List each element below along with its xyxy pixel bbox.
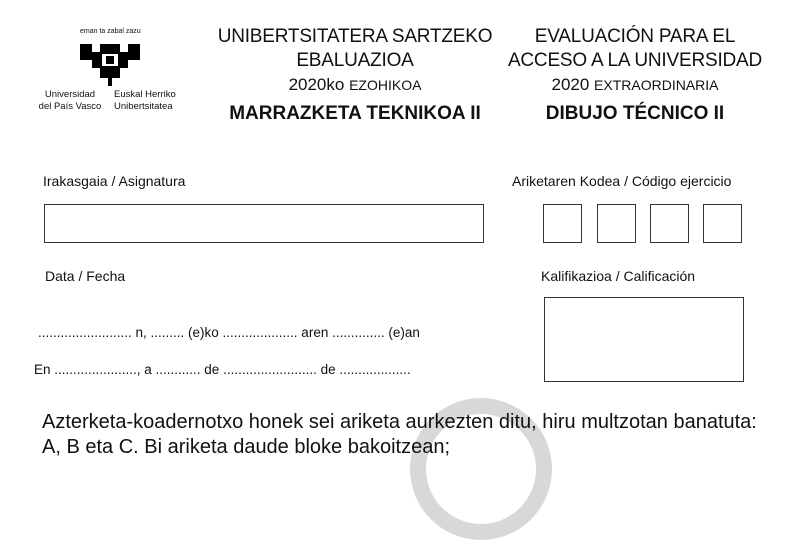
exam-session-type: EZOHIKOA (349, 77, 422, 93)
date-line-basque: ......................... n, ......... (e)ko .................... aren .............. (e)an (38, 325, 420, 340)
header-line: EVALUACIÓN PARA EL (534, 26, 736, 47)
exam-year: 2020ko (288, 75, 345, 94)
logo-caption-eu (114, 89, 194, 113)
university-logo-icon (78, 38, 142, 86)
logo-caption-es (30, 89, 110, 113)
date-label: Data / Fecha (45, 268, 126, 284)
header-line: EBALUAZIOA (296, 50, 414, 71)
subject-input-box[interactable] (44, 204, 484, 243)
header-line: ACCESO A LA UNIVERSIDAD (507, 50, 763, 71)
logo-caption-line: Unibertsitatea (114, 101, 173, 112)
logo-caption-line: Euskal Herriko (114, 89, 176, 100)
logo-caption-line: Universidad (44, 89, 96, 100)
header-line: UNIBERTSITATERA SARTZEKO (217, 26, 493, 47)
header-basque (210, 25, 500, 126)
exercise-code-digit-box[interactable] (650, 204, 689, 243)
exam-session (500, 73, 770, 97)
subject-label: Irakasgaia / Asignatura (43, 173, 186, 189)
exam-year: 2020 (551, 75, 590, 94)
exam-session-type: EXTRAORDINARIA (594, 77, 719, 93)
grade-input-box[interactable] (544, 297, 744, 382)
exercise-code-digit-box[interactable] (597, 204, 636, 243)
grade-label: Kalifikazioa / Calificación (541, 268, 696, 284)
header-spanish (500, 25, 770, 126)
exercise-code-digit-box[interactable] (543, 204, 582, 243)
exercise-code-label: Ariketaren Kodea / Código ejercicio (512, 173, 732, 189)
exercise-code-digit-box[interactable] (703, 204, 742, 243)
instructions-paragraph: Azterketa-koadernotxo honek sei ariketa aurkezten ditu, hiru multzotan banatuta: A, B eta C. Bi ariketa daude bloke bakoitzean; (42, 411, 757, 458)
logo-caption-line: del País Vasco (38, 101, 102, 112)
subject-title: DIBUJO TÉCNICO II (545, 103, 725, 124)
logo-tagline: eman ta zabal zazu (80, 28, 141, 35)
date-line-spanish: En ......................, a ............ de ......................... de ................... (34, 362, 411, 377)
exam-session (210, 73, 500, 97)
subject-title: MARRAZKETA TEKNIKOA II (229, 103, 481, 124)
